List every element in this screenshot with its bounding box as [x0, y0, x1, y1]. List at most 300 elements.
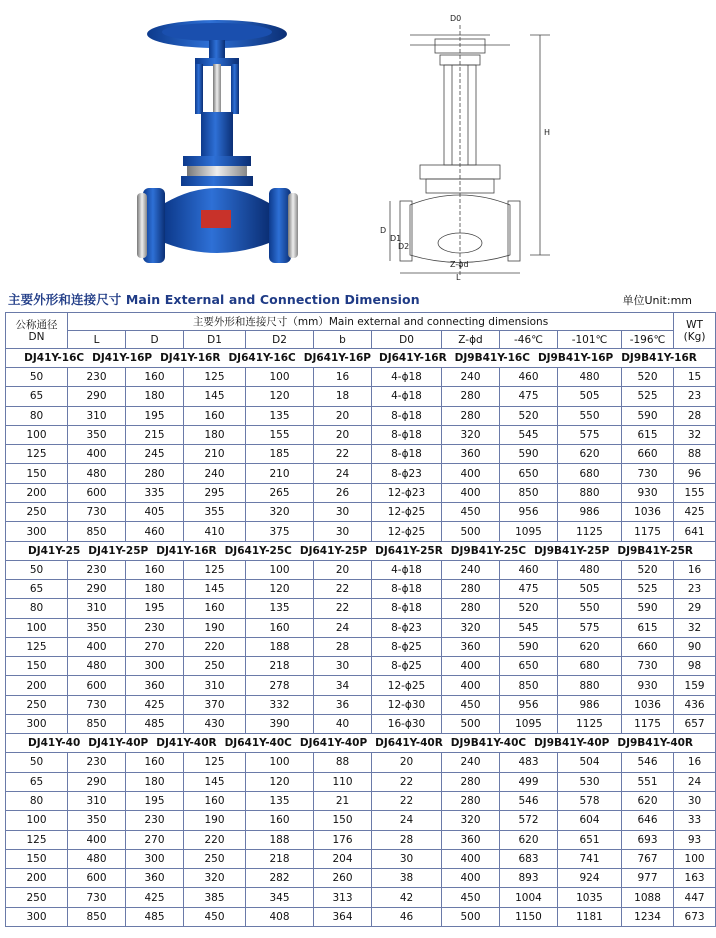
table-cell: 210 — [184, 445, 246, 464]
table-cell: 220 — [184, 830, 246, 849]
table-cell: 125 — [184, 560, 246, 579]
table-cell: 280 — [442, 387, 500, 406]
table-cell: 1181 — [558, 907, 622, 926]
table-cell: 12-ϕ25 — [372, 522, 442, 541]
table-cell: 30 — [314, 503, 372, 522]
label-d2: D2 — [398, 242, 410, 251]
table-cell: 460 — [500, 368, 558, 387]
cell-dn: 100 — [6, 811, 68, 830]
table-cell: 30 — [372, 849, 442, 868]
table-cell: 8-ϕ23 — [372, 618, 442, 637]
table-cell: 332 — [246, 695, 314, 714]
table-cell: 1088 — [622, 888, 674, 907]
table-cell: 145 — [184, 579, 246, 598]
table-cell: 650 — [500, 657, 558, 676]
cell-dn: 150 — [6, 464, 68, 483]
table-cell: 38 — [372, 869, 442, 888]
table-cell: 575 — [558, 425, 622, 444]
table-cell: 641 — [674, 522, 716, 541]
model-code: DJ41Y-16C — [24, 352, 85, 364]
table-cell: 100 — [246, 368, 314, 387]
table-cell: 730 — [622, 464, 674, 483]
table-cell: 850 — [68, 715, 126, 734]
table-cell: 590 — [622, 599, 674, 618]
table-cell: 280 — [442, 772, 500, 791]
table-cell: 16 — [674, 560, 716, 579]
table-row — [6, 387, 716, 406]
table-cell: 185 — [246, 445, 314, 464]
table-cell: 986 — [558, 503, 622, 522]
table-cell: 12-ϕ23 — [372, 483, 442, 502]
table-cell: 22 — [314, 579, 372, 598]
table-cell: 20 — [314, 406, 372, 425]
table-row — [6, 657, 716, 676]
table-cell: 240 — [442, 560, 500, 579]
table-cell: 400 — [442, 657, 500, 676]
table-cell: 160 — [126, 560, 184, 579]
table-cell: 8-ϕ18 — [372, 406, 442, 425]
table-cell: 16 — [314, 368, 372, 387]
table-cell: 680 — [558, 657, 622, 676]
model-codes — [6, 349, 716, 368]
table-cell: 8-ϕ18 — [372, 599, 442, 618]
table-cell: 504 — [558, 753, 622, 772]
header-row-2 — [6, 331, 716, 349]
col-header: D1 — [184, 331, 246, 349]
table-cell: 986 — [558, 695, 622, 714]
cell-dn: 200 — [6, 483, 68, 502]
table-cell: 385 — [184, 888, 246, 907]
cell-dn: 65 — [6, 387, 68, 406]
table-cell: 32 — [674, 425, 716, 444]
table-cell: 23 — [674, 579, 716, 598]
table-cell: 600 — [68, 483, 126, 502]
table-row — [6, 445, 716, 464]
table-cell: 1035 — [558, 888, 622, 907]
table-row — [6, 791, 716, 810]
table-cell: 505 — [558, 387, 622, 406]
table-cell: 30 — [674, 791, 716, 810]
table-cell: 1095 — [500, 715, 558, 734]
section-title: 主要外形和连接尺寸 Main External and Connection Dimension — [8, 292, 420, 307]
table-cell: 23 — [674, 387, 716, 406]
table-cell: 135 — [246, 406, 314, 425]
table-cell: 290 — [68, 772, 126, 791]
table-cell: 320 — [442, 811, 500, 830]
table-cell: 160 — [126, 753, 184, 772]
table-cell: 16 — [674, 753, 716, 772]
cell-dn: 50 — [6, 560, 68, 579]
table-cell: 230 — [68, 560, 126, 579]
table-cell: 290 — [68, 387, 126, 406]
model-row — [6, 349, 716, 368]
table-cell: 280 — [442, 579, 500, 598]
label-h: H — [544, 128, 551, 137]
table-cell: 290 — [68, 579, 126, 598]
table-cell: 24 — [674, 772, 716, 791]
col-header: D — [126, 331, 184, 349]
table-cell: 525 — [622, 387, 674, 406]
header-wt: WT (Kg) — [674, 313, 716, 349]
table-cell: 250 — [184, 657, 246, 676]
table-cell: 33 — [674, 811, 716, 830]
table-cell: 180 — [126, 772, 184, 791]
table-cell: 310 — [68, 791, 126, 810]
table-cell: 250 — [184, 849, 246, 868]
table-cell: 1095 — [500, 522, 558, 541]
table-cell: 16-ϕ30 — [372, 715, 442, 734]
table-cell: 550 — [558, 599, 622, 618]
table-cell: 100 — [246, 753, 314, 772]
table-cell: 36 — [314, 695, 372, 714]
table-cell: 26 — [314, 483, 372, 502]
table-cell: 34 — [314, 676, 372, 695]
table-cell: 42 — [372, 888, 442, 907]
table-cell: 956 — [500, 503, 558, 522]
table-cell: 530 — [558, 772, 622, 791]
table-cell: 230 — [68, 753, 126, 772]
table-cell: 4-ϕ18 — [372, 560, 442, 579]
table-cell: 551 — [622, 772, 674, 791]
model-code: DJ41Y-25 — [28, 544, 81, 557]
table-cell: 1004 — [500, 888, 558, 907]
table-cell: 977 — [622, 869, 674, 888]
table-cell: 145 — [184, 772, 246, 791]
table-cell: 1175 — [622, 715, 674, 734]
table-cell: 880 — [558, 676, 622, 695]
col-header: -46℃ — [500, 331, 558, 349]
table-cell: 400 — [442, 869, 500, 888]
table-cell: 155 — [674, 483, 716, 502]
table-cell: 8-ϕ18 — [372, 579, 442, 598]
table-cell: 485 — [126, 715, 184, 734]
table-cell: 447 — [674, 888, 716, 907]
table-cell: 600 — [68, 869, 126, 888]
table-row — [6, 560, 716, 579]
model-code: DJ41Y-25P — [88, 544, 149, 557]
label-d0: D0 — [450, 14, 462, 23]
table-cell: 1150 — [500, 907, 558, 926]
table-cell: 400 — [442, 483, 500, 502]
cell-dn: 100 — [6, 425, 68, 444]
table-cell: 499 — [500, 772, 558, 791]
cell-dn: 125 — [6, 637, 68, 656]
table-cell: 355 — [184, 503, 246, 522]
table-cell: 730 — [68, 695, 126, 714]
model-code: DJ9B41Y-40P — [534, 737, 610, 750]
table-cell: 20 — [314, 425, 372, 444]
table-cell: 270 — [126, 637, 184, 656]
table-cell: 480 — [558, 560, 622, 579]
table-cell: 370 — [184, 695, 246, 714]
table-cell: 150 — [314, 811, 372, 830]
table-cell: 12-ϕ30 — [372, 695, 442, 714]
table-cell: 160 — [246, 618, 314, 637]
table-row — [6, 830, 716, 849]
cell-dn: 200 — [6, 676, 68, 695]
table-cell: 390 — [246, 715, 314, 734]
table-cell: 505 — [558, 579, 622, 598]
model-code: DJ641Y-16C — [228, 352, 296, 364]
table-cell: 278 — [246, 676, 314, 695]
table-cell: 24 — [314, 464, 372, 483]
table-cell: 408 — [246, 907, 314, 926]
table-cell: 400 — [442, 464, 500, 483]
table-cell: 615 — [622, 425, 674, 444]
table-cell: 405 — [126, 503, 184, 522]
table-cell: 313 — [314, 888, 372, 907]
table-cell: 320 — [246, 503, 314, 522]
model-code: DJ41Y-40R — [156, 737, 217, 750]
table-cell: 240 — [442, 368, 500, 387]
table-cell: 364 — [314, 907, 372, 926]
table-cell: 767 — [622, 849, 674, 868]
cell-dn: 250 — [6, 695, 68, 714]
table-cell: 218 — [246, 849, 314, 868]
table-cell: 578 — [558, 791, 622, 810]
table-cell: 22 — [372, 791, 442, 810]
label-l: L — [456, 273, 461, 282]
table-cell: 546 — [500, 791, 558, 810]
cell-dn: 125 — [6, 445, 68, 464]
table-cell: 480 — [68, 849, 126, 868]
table-cell: 1125 — [558, 715, 622, 734]
table-cell: 657 — [674, 715, 716, 734]
header-row-1 — [6, 313, 716, 331]
valve-photo — [135, 8, 300, 273]
table-cell: 436 — [674, 695, 716, 714]
table-row — [6, 406, 716, 425]
table-row — [6, 888, 716, 907]
table-cell: 230 — [126, 618, 184, 637]
table-row — [6, 483, 716, 502]
table-cell: 520 — [500, 406, 558, 425]
model-code: DJ641Y-40R — [375, 737, 443, 750]
table-cell: 450 — [442, 503, 500, 522]
table-cell: 360 — [126, 869, 184, 888]
table-cell: 265 — [246, 483, 314, 502]
table-cell: 160 — [184, 406, 246, 425]
cell-dn: 150 — [6, 657, 68, 676]
table-cell: 500 — [442, 522, 500, 541]
table-cell: 20 — [314, 560, 372, 579]
model-codes — [6, 541, 716, 560]
table-row — [6, 753, 716, 772]
table-cell: 590 — [622, 406, 674, 425]
table-cell: 320 — [442, 618, 500, 637]
table-cell: 93 — [674, 830, 716, 849]
cell-dn: 80 — [6, 599, 68, 618]
table-row — [6, 618, 716, 637]
cell-dn: 65 — [6, 772, 68, 791]
table-cell: 204 — [314, 849, 372, 868]
dimension-table — [5, 312, 716, 927]
table-cell: 145 — [184, 387, 246, 406]
table-cell: 520 — [500, 599, 558, 618]
table-cell: 320 — [184, 869, 246, 888]
table-cell: 620 — [558, 445, 622, 464]
table-cell: 350 — [68, 811, 126, 830]
cell-dn: 150 — [6, 849, 68, 868]
table-cell: 651 — [558, 830, 622, 849]
table-cell: 480 — [68, 464, 126, 483]
model-code: DJ9B41Y-16C — [454, 352, 530, 364]
table-cell: 500 — [442, 907, 500, 926]
table-cell: 300 — [126, 849, 184, 868]
table-cell: 1234 — [622, 907, 674, 926]
table-cell: 30 — [314, 657, 372, 676]
table-cell: 360 — [442, 637, 500, 656]
table-cell: 310 — [68, 599, 126, 618]
table-cell: 693 — [622, 830, 674, 849]
table-cell: 8-ϕ25 — [372, 657, 442, 676]
model-code: DJ641Y-25C — [224, 544, 292, 557]
table-cell: 500 — [442, 715, 500, 734]
product-images — [0, 0, 700, 285]
table-cell: 15 — [674, 368, 716, 387]
table-cell: 360 — [442, 445, 500, 464]
table-row — [6, 637, 716, 656]
table-cell: 604 — [558, 811, 622, 830]
table-cell: 176 — [314, 830, 372, 849]
model-code: DJ41Y-40 — [28, 737, 81, 750]
table-row — [6, 811, 716, 830]
table-cell: 335 — [126, 483, 184, 502]
unit-label: 单位Unit:mm — [622, 294, 692, 307]
table-cell: 924 — [558, 869, 622, 888]
label-d1: D1 — [390, 234, 402, 243]
table-cell: 450 — [184, 907, 246, 926]
table-cell: 425 — [126, 888, 184, 907]
table-cell: 480 — [68, 657, 126, 676]
table-cell: 90 — [674, 637, 716, 656]
table-row — [6, 849, 716, 868]
table-cell: 280 — [442, 791, 500, 810]
table-cell: 545 — [500, 425, 558, 444]
model-code: DJ641Y-40P — [299, 737, 368, 750]
table-cell: 590 — [500, 445, 558, 464]
cell-dn: 200 — [6, 869, 68, 888]
table-cell: 120 — [246, 772, 314, 791]
model-code: DJ41Y-16P — [92, 352, 153, 364]
col-header: L — [68, 331, 126, 349]
table-cell: 930 — [622, 676, 674, 695]
table-cell: 180 — [126, 579, 184, 598]
table-cell: 28 — [314, 637, 372, 656]
cell-dn: 300 — [6, 907, 68, 926]
table-cell: 180 — [126, 387, 184, 406]
table-cell: 280 — [442, 406, 500, 425]
col-header: D2 — [246, 331, 314, 349]
table-cell: 1175 — [622, 522, 674, 541]
table-cell: 125 — [184, 368, 246, 387]
table-cell: 190 — [184, 618, 246, 637]
model-code: DJ641Y-25P — [299, 544, 368, 557]
table-cell: 400 — [68, 830, 126, 849]
cell-dn: 80 — [6, 406, 68, 425]
table-cell: 4-ϕ18 — [372, 387, 442, 406]
table-cell: 430 — [184, 715, 246, 734]
table-cell: 160 — [246, 811, 314, 830]
table-cell: 741 — [558, 849, 622, 868]
table-cell: 320 — [442, 425, 500, 444]
table-cell: 590 — [500, 637, 558, 656]
table-cell: 215 — [126, 425, 184, 444]
table-cell: 163 — [674, 869, 716, 888]
model-code: DJ9B41Y-16R — [621, 352, 697, 364]
table-row — [6, 579, 716, 598]
table-cell: 310 — [68, 406, 126, 425]
table-cell: 24 — [372, 811, 442, 830]
table-cell: 1036 — [622, 695, 674, 714]
table-row — [6, 695, 716, 714]
table-cell: 520 — [622, 560, 674, 579]
table-cell: 550 — [558, 406, 622, 425]
table-cell: 575 — [558, 618, 622, 637]
table-cell: 220 — [184, 637, 246, 656]
table-cell: 350 — [68, 425, 126, 444]
table-cell: 546 — [622, 753, 674, 772]
table-cell: 850 — [500, 483, 558, 502]
table-cell: 88 — [674, 445, 716, 464]
table-cell: 400 — [442, 676, 500, 695]
label-d: D — [380, 226, 387, 235]
table-row — [6, 464, 716, 483]
table-cell: 400 — [68, 637, 126, 656]
table-cell: 375 — [246, 522, 314, 541]
model-code: DJ41Y-16R — [160, 352, 221, 364]
table-row — [6, 599, 716, 618]
table-cell: 650 — [500, 464, 558, 483]
table-cell: 240 — [184, 464, 246, 483]
table-cell: 850 — [68, 522, 126, 541]
label-zd: Z-ϕd — [450, 260, 469, 269]
table-cell: 475 — [500, 387, 558, 406]
table-cell: 480 — [558, 368, 622, 387]
table-cell: 159 — [674, 676, 716, 695]
table-cell: 730 — [68, 888, 126, 907]
table-cell: 730 — [68, 503, 126, 522]
table-row — [6, 368, 716, 387]
table-cell: 160 — [184, 791, 246, 810]
table-cell: 850 — [68, 907, 126, 926]
table-cell: 135 — [246, 599, 314, 618]
table-cell: 110 — [314, 772, 372, 791]
table-cell: 96 — [674, 464, 716, 483]
model-codes — [6, 734, 716, 753]
model-code: DJ641Y-16R — [379, 352, 447, 364]
table-cell: 485 — [126, 907, 184, 926]
table-cell: 210 — [246, 464, 314, 483]
table-cell: 46 — [372, 907, 442, 926]
cell-dn: 65 — [6, 579, 68, 598]
table-cell: 350 — [68, 618, 126, 637]
table-cell: 673 — [674, 907, 716, 926]
table-cell: 880 — [558, 483, 622, 502]
model-code: DJ9B41Y-40R — [617, 737, 694, 750]
table-cell: 400 — [68, 445, 126, 464]
model-code: DJ9B41Y-40C — [450, 737, 527, 750]
table-row — [6, 772, 716, 791]
col-header: D0 — [372, 331, 442, 349]
table-row — [6, 676, 716, 695]
table-cell: 660 — [622, 445, 674, 464]
table-cell: 120 — [246, 579, 314, 598]
table-cell: 410 — [184, 522, 246, 541]
table-cell: 8-ϕ18 — [372, 425, 442, 444]
table-cell: 483 — [500, 753, 558, 772]
table-cell: 195 — [126, 406, 184, 425]
